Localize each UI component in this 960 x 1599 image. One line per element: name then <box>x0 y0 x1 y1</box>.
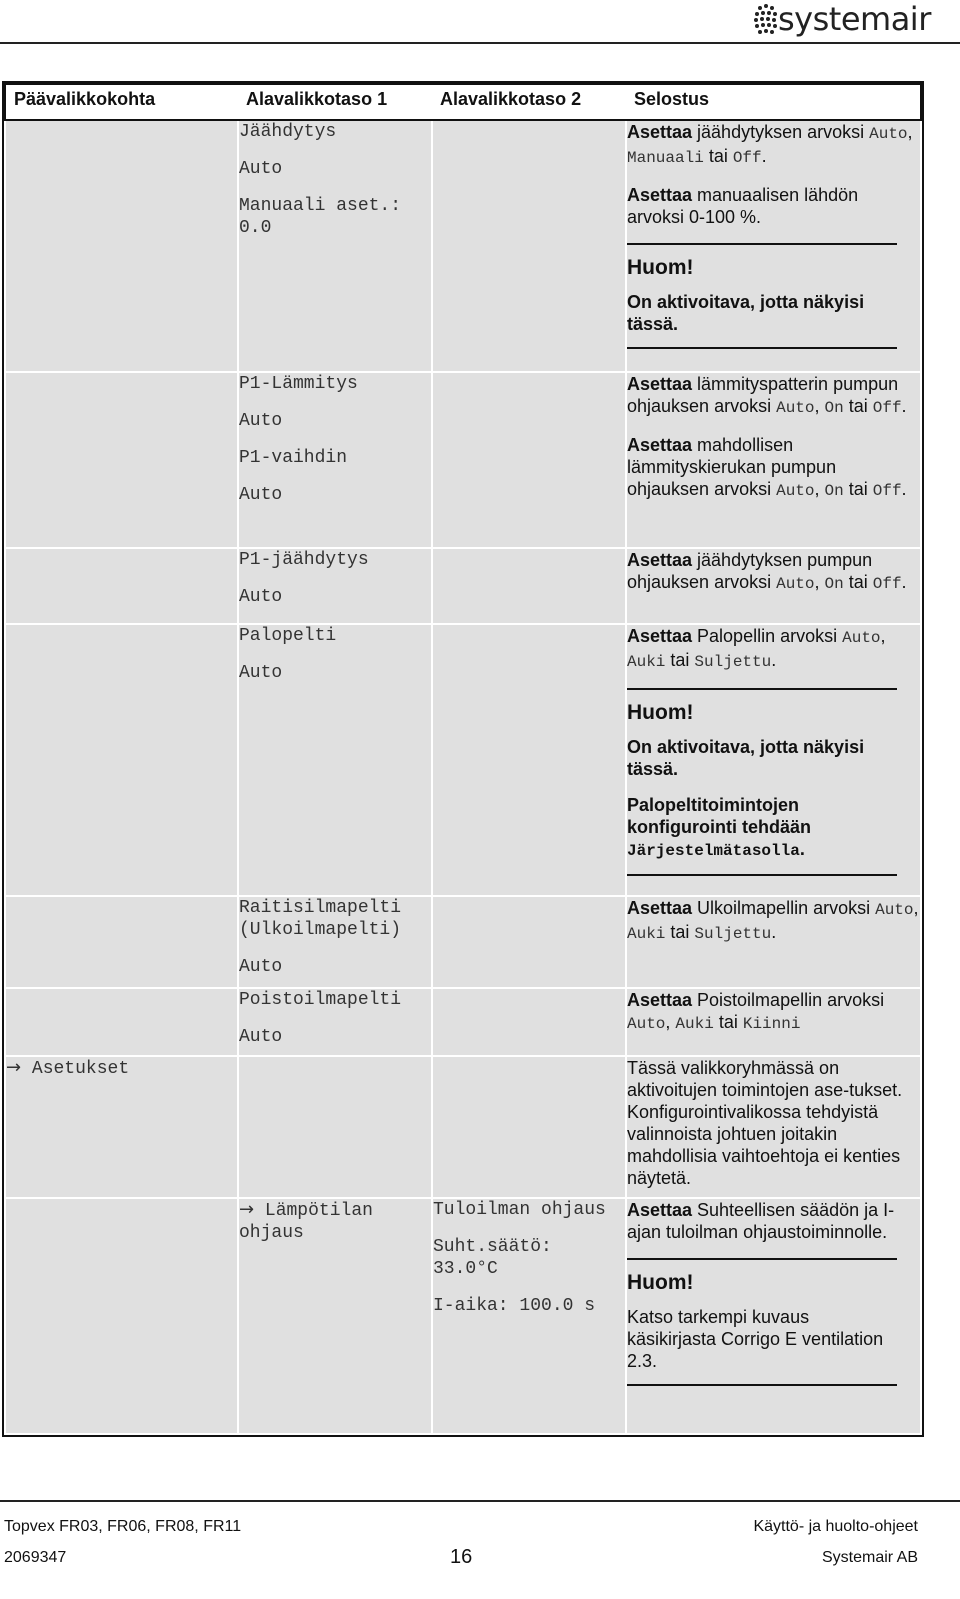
description-text: Asettaa jäähdytyksen pumpun ohjauksen arvoksi Auto, On tai Off. <box>627 550 907 593</box>
description-text: Tässä valikkoryhmässä on aktivoitujen toimintojen ase-tukset. Konfigurointivalikossa tehdyistä valinnoista johtuen joitakin mahdollisia vaihtoehtoja ei kenties näytetä. <box>627 1058 903 1188</box>
description-text: Asettaa jäähdytyksen arvoksi Auto, Manuaali tai Off. <box>627 122 913 167</box>
main-cell <box>5 372 238 548</box>
arrow-right-icon: → <box>6 1057 22 1078</box>
menu-value: Auto <box>239 957 283 977</box>
description-text: Asettaa lämmityspatterin pumpun ohjauksen arvoksi Auto, On tai Off. <box>627 374 907 417</box>
note-text: Katso tarkempi kuvaus käsikirjasta Corrigo E ventilation 2.3. <box>627 1307 884 1371</box>
note-rule <box>627 1384 897 1386</box>
submenu-cell <box>238 548 432 624</box>
description-cell <box>626 1056 921 1198</box>
menu-value: Auto <box>239 663 283 683</box>
header-rule <box>0 42 960 44</box>
menu-item: Poistoilmapelti <box>239 990 402 1010</box>
arrow-right-icon: → <box>239 1199 255 1220</box>
note-text: On aktivoitava, jotta näkyisi tässä. <box>627 292 865 334</box>
note-text: Palopeltitoimintojen konfigurointi tehdään Järjestelmätasolla. <box>627 795 811 860</box>
main-cell <box>5 988 238 1056</box>
note-rule <box>627 874 897 876</box>
footer-product: Topvex FR03, FR06, FR08, FR11 <box>4 1518 242 1535</box>
note-title: Huom! <box>627 256 694 279</box>
description-text: Asettaa Poistoilmapellin arvoksi Auto, Auki tai Kiinni <box>627 990 885 1033</box>
header-main-menu: Päävalikkokohta <box>5 84 238 120</box>
description-text: Asettaa Ulkoilmapellin arvoksi Auto, Auki tai Suljettu. <box>627 898 919 943</box>
submenu2-cell <box>432 1198 626 1434</box>
header-description: Selostus <box>626 84 921 120</box>
menu-value: Auto <box>239 587 283 607</box>
submenu-cell <box>238 896 432 988</box>
menu-item: Palopelti <box>239 626 337 646</box>
main-cell <box>5 624 238 896</box>
submenu-cell <box>238 120 432 372</box>
note-text: On aktivoitava, jotta näkyisi tässä. <box>627 737 865 779</box>
description-text: Asettaa Suhteellisen säädön ja I-ajan tuloilman ohjaustoiminnolle. <box>627 1200 895 1242</box>
menu-item: P1-vaihdin <box>239 448 348 468</box>
menu-table <box>4 83 922 1435</box>
description-cell <box>626 548 921 624</box>
main-cell <box>5 548 238 624</box>
table-row <box>5 372 921 548</box>
submenu2-cell <box>432 988 626 1056</box>
description-cell <box>626 120 921 372</box>
footer-doc-number: 2069347 <box>4 1549 67 1566</box>
description-cell <box>626 896 921 988</box>
menu-value: Auto <box>239 1027 283 1047</box>
description-text: Asettaa mahdollisen lämmityskierukan pumpun ohjauksen arvoksi Auto, On tai Off. <box>627 435 907 500</box>
submenu-cell <box>238 372 432 548</box>
table-row <box>5 896 921 988</box>
submenu-cell <box>238 1056 432 1198</box>
table-row <box>5 120 921 372</box>
submenu2-cell <box>432 548 626 624</box>
table-row <box>5 1056 921 1198</box>
main-cell <box>5 1056 238 1198</box>
main-cell <box>5 120 238 372</box>
submenu2-cell <box>432 896 626 988</box>
main-cell <box>5 896 238 988</box>
submenu2-cell <box>432 372 626 548</box>
description-cell <box>626 988 921 1056</box>
menu-value: Auto <box>239 159 283 179</box>
footer-rule <box>0 1500 960 1502</box>
menu-value: Auto <box>239 411 283 431</box>
submenu-cell <box>238 1198 432 1434</box>
menu-item: Lämpötilan ohjaus <box>239 1201 373 1243</box>
footer-company: Systemair AB <box>821 1549 918 1566</box>
note-title: Huom! <box>627 1271 694 1294</box>
note-block <box>627 1258 897 1386</box>
menu-item: Tuloilman ohjaus <box>433 1200 606 1220</box>
table-row <box>5 1198 921 1434</box>
menu-value: Auto <box>239 485 283 505</box>
main-cell <box>5 1198 238 1434</box>
logo-text: systemair <box>778 0 931 38</box>
header-submenu-2: Alavalikkotaso 2 <box>432 84 626 120</box>
submenu-cell <box>238 988 432 1056</box>
header-submenu-1: Alavalikkotaso 1 <box>238 84 432 120</box>
description-text: Asettaa manuaalisen lähdön arvoksi 0-100 %. <box>627 185 859 227</box>
description-text: Asettaa Palopellin arvoksi Auto, Auki tai Suljettu. <box>627 626 886 671</box>
table-row <box>5 988 921 1056</box>
note-rule <box>627 347 897 349</box>
submenu-cell <box>238 624 432 896</box>
note-block <box>627 243 897 349</box>
submenu2-cell <box>432 120 626 372</box>
menu-item: P1-jäähdytys <box>239 550 369 570</box>
menu-item: P1-Lämmitys <box>239 374 358 394</box>
menu-item: Raitisilmapelti (Ulkoilmapelti) <box>239 898 402 940</box>
menu-item-asetukset: Asetukset <box>31 1059 130 1079</box>
menu-item: Jäähdytys <box>239 122 337 142</box>
menu-value: Manuaali aset.: 0.0 <box>239 196 402 238</box>
table-row <box>5 624 921 896</box>
footer-doc-title: Käyttö- ja huolto-ohjeet <box>753 1518 918 1535</box>
menu-value: I-aika: 100.0 s <box>433 1296 596 1316</box>
submenu2-cell <box>432 1056 626 1198</box>
description-cell <box>626 1198 921 1434</box>
description-cell <box>626 372 921 548</box>
table-header-row <box>5 84 921 120</box>
note-title: Huom! <box>627 701 694 724</box>
submenu2-cell <box>432 624 626 896</box>
description-cell <box>626 624 921 896</box>
page-number: 16 <box>450 1546 473 1568</box>
table-row <box>5 548 921 624</box>
menu-value: Suht.säätö: 33.0°C <box>433 1237 552 1279</box>
note-block <box>627 688 897 876</box>
